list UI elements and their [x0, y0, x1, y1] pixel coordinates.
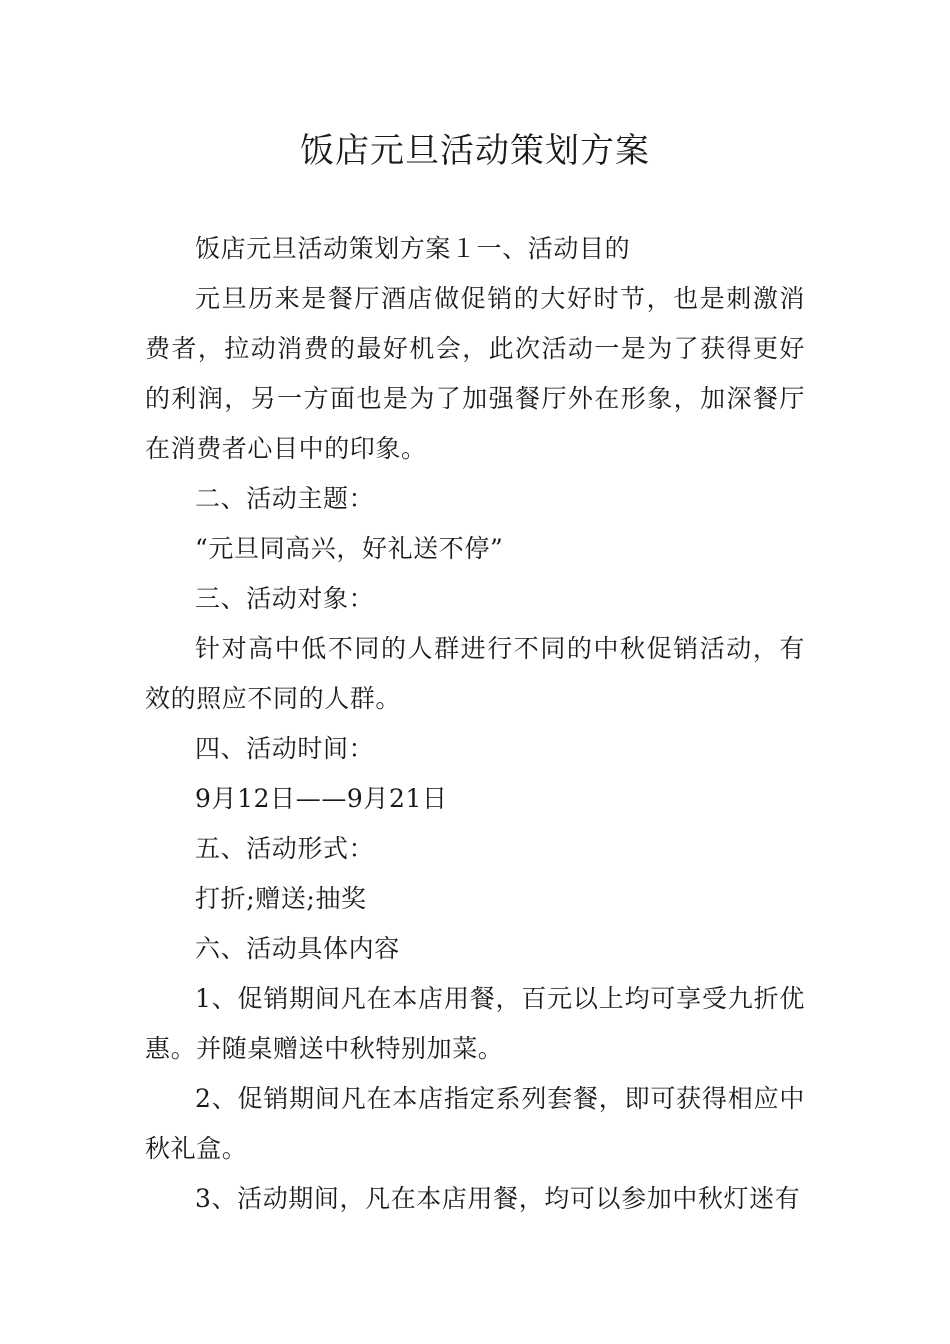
paragraph-format: 打折;赠送;抽奖 [195, 884, 367, 913]
paragraph-content-heading: 六、活动具体内容 [195, 934, 400, 963]
paragraph-theme-heading: 二、活动主题： [195, 484, 375, 513]
paragraph-content-item-1: 1、促销期间凡在本店用餐，百元以上均可享受九折优惠。并随桌赠送中秋特别加菜。 [145, 984, 805, 1063]
paragraph-activity-purpose: 元旦历来是餐厅酒店做促销的大好时节，也是刺激消费者，拉动消费的最好机会，此次活动一是为了获得更好的利润，另一方面也是为了加强餐厅外在形象，加深餐厅在消费者心目中的印象。 [145, 284, 805, 463]
document-title: 饭店元旦活动策划方案 [300, 131, 650, 171]
paragraph-theme: “元旦同高兴，好礼送不停” [195, 534, 504, 563]
paragraph-activity-purpose-heading: 饭店元旦活动策划方案１一、活动目的 [195, 234, 631, 263]
paragraph-content-item-3: 3、活动期间，凡在本店用餐，均可以参加中秋灯迷有 [195, 1184, 801, 1213]
paragraph-format-heading: 五、活动形式： [195, 834, 375, 863]
paragraph-audience: 针对高中低不同的人群进行不同的中秋促销活动，有效的照应不同的人群。 [145, 634, 805, 713]
document-body [145, 224, 805, 1224]
paragraph-content-item-2: 2、促销期间凡在本店指定系列套餐，即可获得相应中秋礼盒。 [145, 1084, 805, 1163]
paragraph-time-heading: 四、活动时间： [195, 734, 375, 763]
paragraph-time: 9月12日——9月21日 [195, 784, 448, 813]
paragraph-audience-heading: 三、活动对象： [195, 584, 375, 613]
